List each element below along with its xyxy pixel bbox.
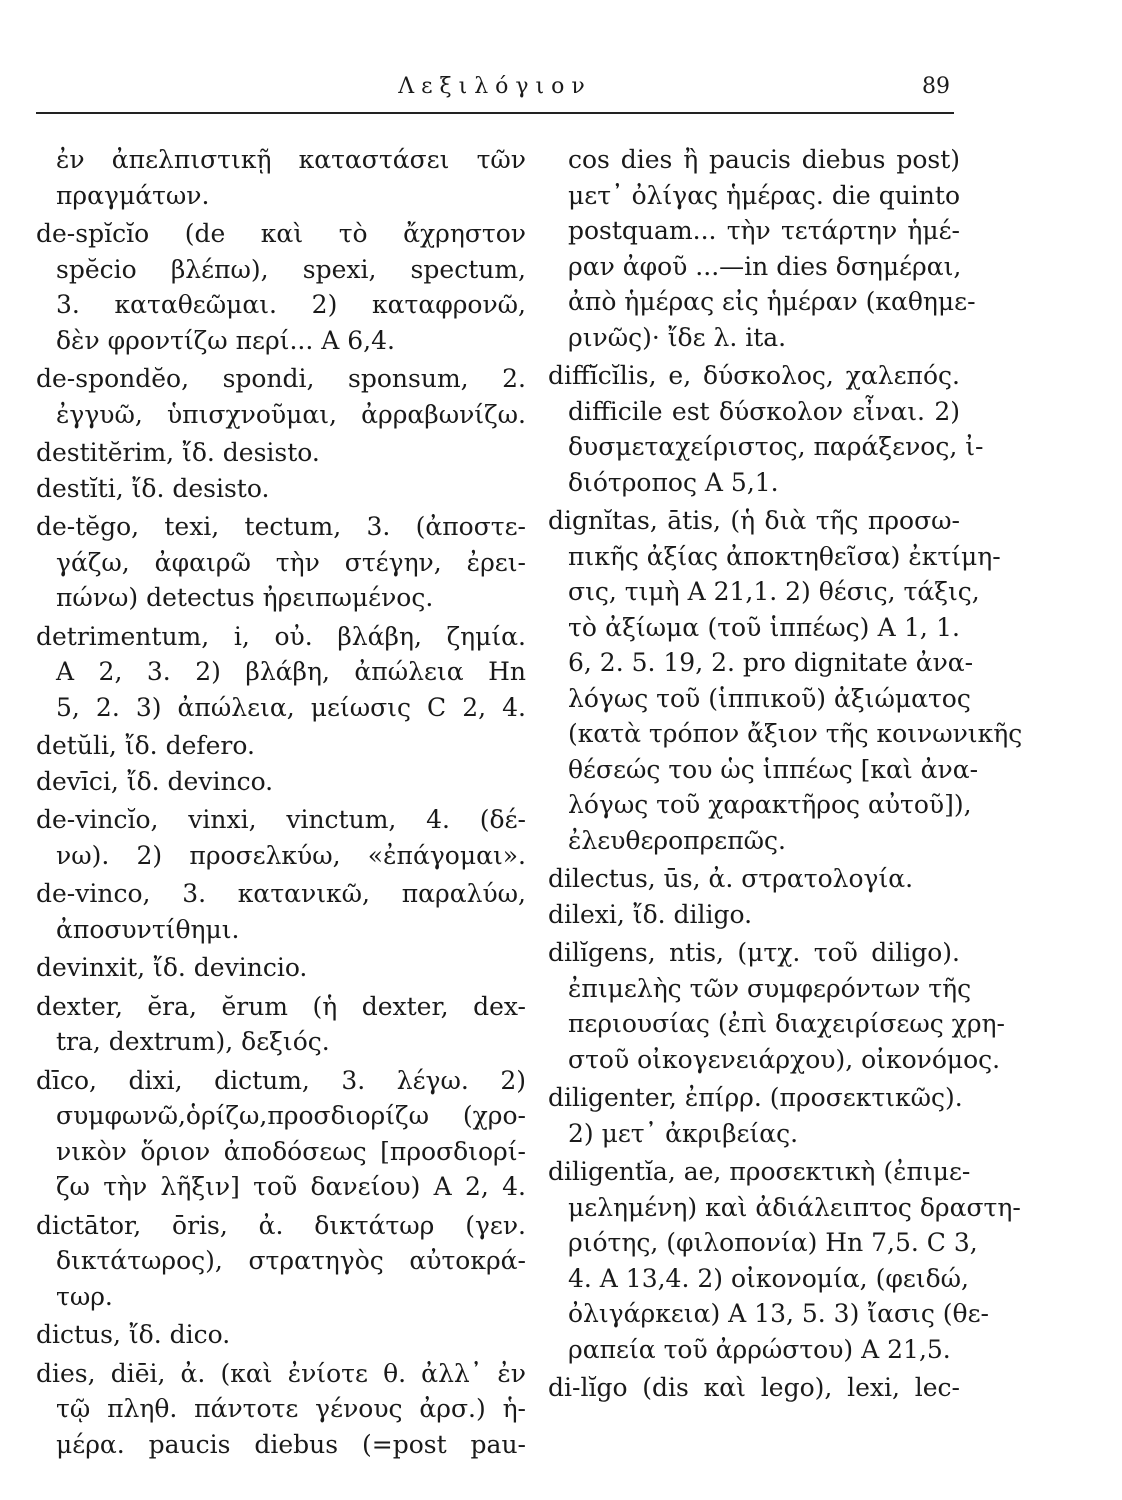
text-line: postquam... τὴν τετάρτην ἡμέ- — [568, 216, 960, 245]
text-line: tra, dextrum), δεξιός. — [56, 1027, 330, 1056]
text-line: ρινῶς)· ἴδε λ. ita. — [568, 322, 787, 352]
text-line: devinxit, ἴδ. devincio. — [36, 953, 308, 982]
text-line: spĕcio βλέπω), spexi, spectum, — [56, 254, 526, 284]
text-line: πικῆς ἀξίας ἀποκτηθεῖσα) ἐκτίμη- — [568, 541, 1001, 571]
text-line: destitĕrim, ἴδ. desisto. — [36, 438, 320, 467]
text-line: dilectus, ūs, ἀ. στρατολογία. — [548, 864, 914, 893]
text-line: ἐλευθεροπρεπῶς. — [568, 825, 787, 855]
text-line: τῷ πληθ. πάντοτε γένους ἀρσ.) ἡ- — [56, 1394, 526, 1423]
page-header — [36, 70, 954, 110]
text-line: dīco, dixi, dictum, 3. λέγω. 2) — [36, 1065, 526, 1095]
text-line: dictātor, ōris, ἀ. δικτάτωρ (γεν. — [36, 1210, 526, 1240]
text-line: difficile est δύσκολον εἶναι. 2) — [568, 396, 960, 426]
text-line: cos dies ἢ paucis diebus post) — [568, 145, 960, 174]
text-line: πώνω) detectus ἠρειπωμένος. — [56, 583, 434, 612]
text-line: γάζω, ἀφαιρῶ τὴν στέγην, ἐρει- — [56, 547, 526, 577]
text-line: dilĭgens, ntis, (μτχ. τοῦ diligo). — [548, 938, 960, 967]
text-line: τὸ ἀξίωμα (τοῦ ἱππέως) Α 1, 1. — [568, 612, 960, 642]
text-line: di-lĭgo (dis καὶ lego), lexi, lec- — [548, 1373, 960, 1402]
text-line: ἀποσυντίθημι. — [56, 914, 240, 944]
text-line: detŭli, ἴδ. defero. — [36, 731, 255, 760]
page-number: 89 — [922, 74, 950, 99]
text-line: diligenter, ἐπίρρ. (προσεκτικῶς). — [548, 1083, 963, 1112]
text-line: dilexi, ἴδ. diligo. — [548, 899, 753, 929]
text-line: devīci, ἴδ. devinco. — [36, 766, 274, 796]
text-line: 4. Α 13,4. 2) οἰκονομία, (φειδώ, — [568, 1263, 969, 1293]
text-line: diligentĭa, ae, προσεκτικὴ (ἐπιμε- — [548, 1157, 971, 1186]
text-line: περιουσίας (ἐπὶ διαχειρίσεως χρη- — [568, 1009, 1005, 1038]
right-column — [548, 142, 1023, 1406]
text-line: τωρ. — [56, 1281, 113, 1311]
text-line: δικτάτωρος), στρατηγὸς αὐτοκρά- — [56, 1246, 526, 1275]
text-line: Α 2, 3. 2) βλάβη, ἀπώλεια Ηn — [56, 657, 526, 686]
text-line: de-tĕgo, texi, tectum, 3. (ἀποστε- — [36, 512, 526, 541]
text-line: 6, 2. 5. 19, 2. pro dignitate ἀνα- — [568, 648, 974, 677]
text-line: νω). 2) προσελκύω, «ἐπάγομαι». — [56, 840, 526, 870]
text-line: destĭti, ἴδ. desisto. — [36, 473, 270, 503]
text-line: δὲν φροντίζω περί... Α 6,4. — [56, 325, 395, 355]
text-line: δυσμεταχείριστος, παράξενος, ἰ- — [568, 432, 984, 461]
text-line: (κατὰ τρόπον ἄξιον τῆς κοινωνικῆς — [568, 719, 1023, 748]
text-line: 3. καταθεῶμαι. 2) καταφρονῶ, — [56, 290, 526, 319]
left-column — [36, 142, 526, 1462]
text-line: στοῦ οἰκογενειάρχου), οἰκονόμος. — [568, 1044, 1001, 1074]
text-line: λόγως τοῦ (ἱππικοῦ) ἀξιώματος — [568, 683, 971, 713]
text-line: σις, τιμὴ Α 21,1. 2) θέσις, τάξις, — [568, 577, 980, 606]
header-rule — [36, 112, 954, 114]
text-line: ἐγγυῶ, ὑπισχνοῦμαι, ἀρραβωνίζω. — [56, 399, 526, 429]
text-line: συμφωνῶ,ὁρίζω,προσδιορίζω (χρο- — [56, 1101, 526, 1130]
text-line: dignĭtas, ātis, (ἡ διὰ τῆς προσω- — [548, 506, 960, 535]
text-line: ἐν ἀπελπιστικῇ καταστάσει τῶν — [56, 145, 526, 174]
text-line: ραπεία τοῦ ἀρρώστου) Α 21,5. — [568, 1334, 951, 1364]
text-line: λόγως τοῦ χαρακτῆρος αὐτοῦ]), — [568, 790, 972, 819]
text-line: dexter, ĕra, ĕrum (ἡ dexter, dex- — [36, 991, 526, 1021]
text-line: de-vinco, 3. κατανικῶ, παραλύω, — [36, 879, 526, 908]
text-line: 5, 2. 3) ἀπώλεια, μείωσις C 2, 4. — [56, 692, 526, 722]
text-line: de-spĭcĭo (de καὶ τὸ ἄχρηστον — [36, 219, 526, 248]
text-line: detrimentum, i, οὐ. βλάβη, ζημία. — [36, 621, 526, 651]
text-line: θέσεώς του ὡς ἱππέως [καὶ ἀνα- — [568, 754, 979, 784]
text-line: diffĭcĭlis, e, δύσκολος, χαλεπός. — [548, 361, 960, 390]
text-line: ζω τὴν λῆξιν] τοῦ δανείου) Α 2, 4. — [56, 1172, 526, 1201]
text-line: ἐπιμελὴς τῶν συμφερόντων τῆς — [568, 973, 972, 1003]
text-line: ραν ἀφοῦ ...—in dies δσημέραι, — [568, 251, 962, 281]
text-line: μελημένη) καὶ ἀδιάλειπτος δραστη- — [568, 1192, 1021, 1222]
text-line: διότροπος Α 5,1. — [568, 467, 779, 497]
text-line: μετ᾽ ὀλίγας ἡμέρας. die quinto — [568, 180, 960, 210]
running-title: Λεξιλόγιον — [398, 74, 592, 99]
text-line: ὀλιγάρκεια) Α 13, 5. 3) ἴασις (θε- — [568, 1299, 989, 1328]
text-line: πραγμάτων. — [56, 180, 210, 210]
text-line: ἀπὸ ἡμέρας εἰς ἡμέραν (καθημε- — [568, 287, 976, 316]
text-line: 2) μετ᾽ ἀκριβείας. — [568, 1118, 799, 1148]
text-line: μέρα. paucis diebus (=post pau- — [56, 1429, 526, 1459]
text-line: de-vincĭo, vinxi, vinctum, 4. (δέ- — [36, 805, 526, 834]
text-line: νικὸν ὅριον ἀποδόσεως [προσδιορί- — [56, 1136, 526, 1166]
text-line: dies, diēi, ἀ. (καὶ ἐνίοτε θ. ἀλλ᾽ ἐν — [36, 1358, 526, 1388]
text-line: dictus, ἴδ. dico. — [36, 1320, 231, 1349]
text-line: ριότης, (φιλοπονία) Ηn 7,5. C 3, — [568, 1228, 978, 1257]
text-line: de-spondĕo, spondi, sponsum, 2. — [36, 364, 526, 393]
